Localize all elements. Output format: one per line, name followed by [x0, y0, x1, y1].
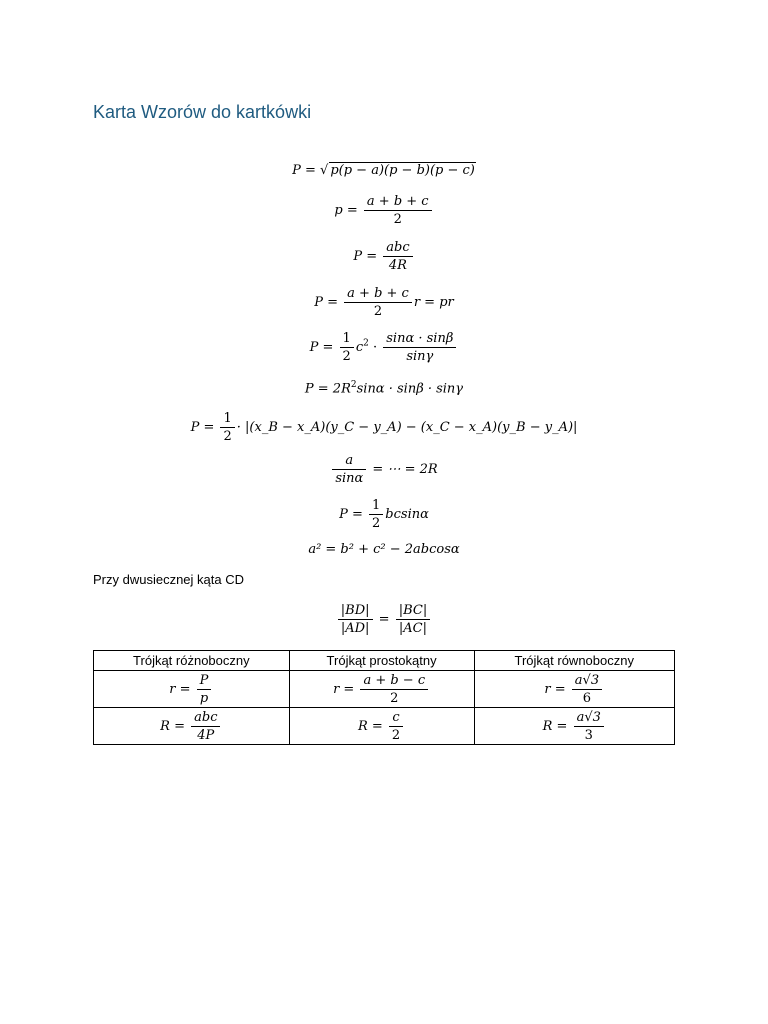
formula-lhs: P = [339, 507, 368, 522]
numerator: abc [194, 709, 218, 725]
fraction [396, 602, 431, 637]
formula-lhs: P = [309, 340, 338, 355]
radius-table [93, 650, 675, 745]
exponent: 2 [363, 338, 369, 349]
formula-lhs: P = [314, 295, 343, 310]
fraction [389, 709, 403, 744]
dot-operator: · [368, 340, 382, 355]
exponent: 2 [350, 380, 357, 390]
fraction [332, 452, 366, 487]
sqrt-content: p(p − a)(p − b)(p − c) [330, 163, 475, 178]
numerator: 1 [223, 411, 232, 426]
bisector-note: Przy dwusiecznej kąta CD [93, 572, 244, 587]
formula-lhs: p = [334, 203, 362, 218]
formula-coordinate-area [0, 410, 768, 445]
formula-radius-sine-area [0, 380, 768, 396]
numerator: 1 [372, 498, 381, 513]
formula-rhs: sinα · sinβ · sinγ [356, 381, 464, 397]
table-cell [289, 708, 474, 745]
numerator: abc [386, 240, 410, 255]
formula-lhs: R = [542, 718, 572, 734]
fraction [360, 672, 428, 707]
denominator: 6 [572, 689, 602, 707]
formula-lhs: P = [190, 420, 219, 435]
table-header-row [94, 651, 675, 671]
fraction [344, 285, 412, 320]
denominator: sinα [332, 469, 366, 487]
formula-two-sides-angle-area [0, 497, 768, 532]
table-cell [94, 708, 290, 745]
formula-rhs: r = pr [413, 295, 454, 310]
numerator: 1 [342, 331, 351, 346]
denominator: p [197, 689, 212, 707]
table-header: Trójkąt prostokątny [289, 651, 474, 671]
fraction [191, 709, 220, 744]
formula-lhs: r = [544, 681, 570, 697]
table-row-inradius [94, 671, 675, 708]
denominator: 2 [340, 347, 354, 365]
denominator: sinγ [383, 347, 456, 365]
fraction [574, 709, 604, 744]
formula-rhs: = ⋯ = 2R [368, 462, 438, 477]
denominator: |AC| [396, 619, 431, 637]
formula-half-perimeter [0, 193, 768, 228]
denominator: 2 [364, 210, 432, 228]
fraction-half [220, 410, 234, 445]
denominator: 2 [360, 689, 428, 707]
numerator: sinα · sinβ [386, 331, 454, 346]
fraction [383, 330, 456, 365]
table-row-circumradius [94, 708, 675, 745]
denominator: 2 [220, 427, 234, 445]
numerator: c [392, 709, 400, 725]
table-cell [474, 671, 675, 708]
table-cell [94, 671, 290, 708]
formula-rhs: · |(x_B − x_A)(y_C − y_A) − (x_C − x_A)(y_B − y_A)| [236, 420, 578, 435]
formula-angle-bisector [0, 602, 768, 637]
formula-lhs: P = [353, 249, 382, 264]
table-cell [289, 671, 474, 708]
formula-lhs: P = [292, 163, 321, 178]
formula-circumradius-area [0, 239, 768, 274]
numerator: a [345, 453, 354, 468]
denominator: 3 [574, 726, 604, 744]
table-cell [474, 708, 675, 745]
table-header: Trójkąt równoboczny [474, 651, 675, 671]
numerator: |BC| [398, 603, 428, 618]
denominator: 2 [369, 514, 383, 532]
fraction [338, 602, 373, 637]
numerator: a√3 [574, 672, 600, 688]
document-title: Karta Wzorów do kartkówki [93, 102, 312, 122]
fraction [364, 193, 432, 228]
table-header: Trójkąt różnoboczny [94, 651, 290, 671]
fraction [197, 672, 212, 707]
formula-inradius-area [0, 285, 768, 320]
numerator: a + b + c [366, 194, 429, 209]
formula-heron: P = √ p(p − a)(p − b)(p − c) [292, 163, 475, 178]
denominator: 4P [191, 726, 220, 744]
denominator: 2 [344, 302, 412, 320]
variable: c [355, 340, 364, 355]
denominator: 4R [383, 256, 412, 274]
formula-rhs: bcsinα [385, 507, 429, 522]
formula-lhs: R = [357, 718, 387, 734]
formula-sine-area [0, 330, 768, 365]
formula-law-of-sines [0, 452, 768, 487]
formula-lhs: P = 2R [304, 381, 351, 397]
denominator: 2 [389, 726, 403, 744]
fraction-half [340, 330, 354, 365]
numerator: |BD| [340, 603, 370, 618]
equals-sign: = [374, 612, 394, 627]
fraction [383, 239, 412, 274]
numerator: a + b − c [363, 672, 426, 688]
fraction [572, 672, 602, 707]
numerator: P [199, 672, 209, 688]
formula-law-of-cosines [0, 542, 768, 557]
formula-text: a² = b² + c² − 2abcosα [308, 542, 460, 557]
formula-lhs: R = [160, 718, 190, 734]
numerator: a + b + c [347, 286, 409, 301]
fraction-half [369, 497, 383, 532]
denominator: |AD| [338, 619, 373, 637]
formula-lhs: r = [169, 681, 195, 697]
formula-lhs: r = [333, 681, 359, 697]
numerator: a√3 [576, 709, 601, 725]
